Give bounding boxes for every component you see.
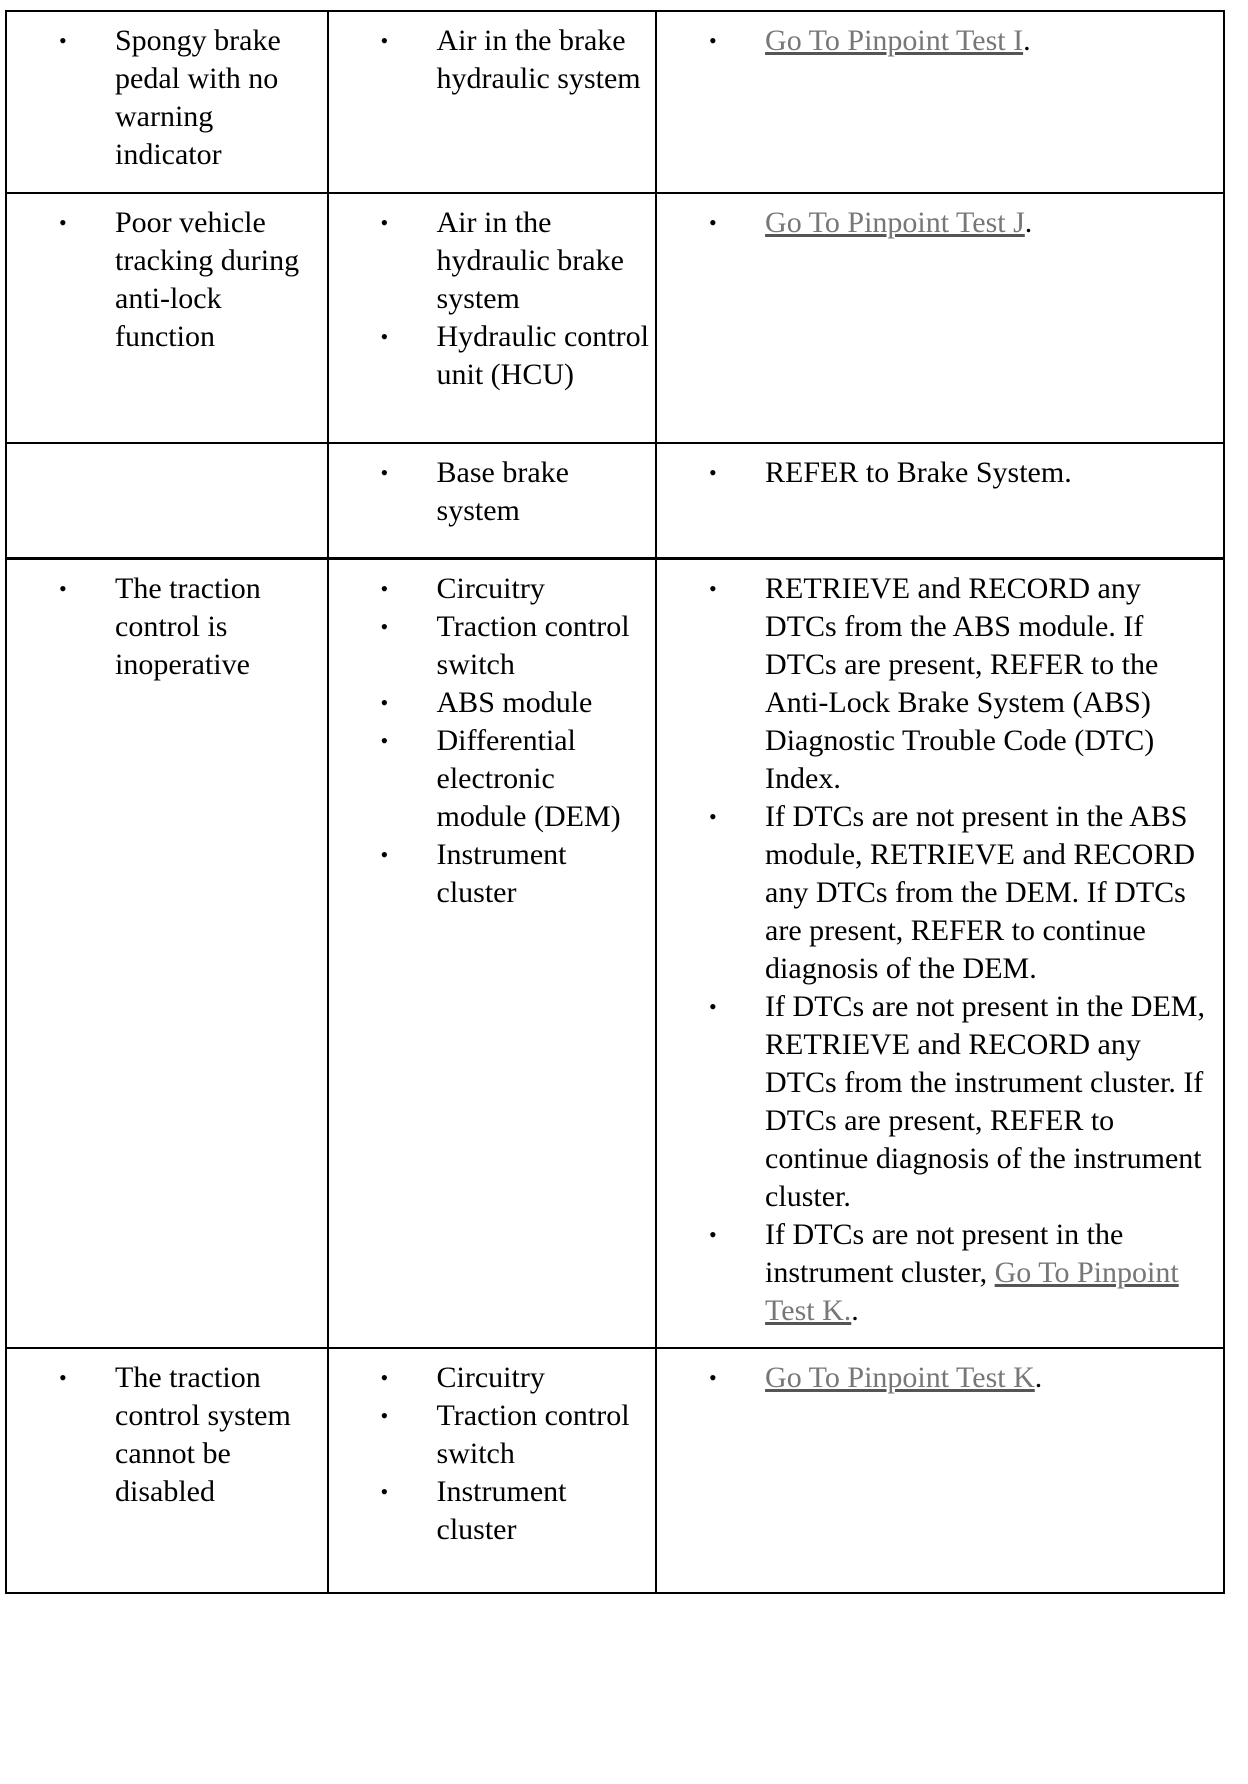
bullet-icon: • xyxy=(709,28,717,53)
list-item: • Instrument cluster xyxy=(380,1475,567,1546)
bullet-icon: • xyxy=(380,28,389,53)
symptom-cell xyxy=(6,11,328,193)
symptom-cell xyxy=(6,1348,328,1593)
diagnostic-table xyxy=(5,10,1225,1594)
cause-cell xyxy=(328,443,657,558)
action-cell xyxy=(656,11,1224,193)
bullet-icon: • xyxy=(380,613,389,639)
action-cell xyxy=(656,1348,1224,1593)
bullet-icon: • xyxy=(380,1403,389,1428)
bullet-icon: • xyxy=(709,575,717,601)
bullet-icon: • xyxy=(380,324,389,349)
table-row xyxy=(6,558,1224,1348)
list-item: • Instrument cluster xyxy=(380,837,567,909)
action-cell xyxy=(656,443,1224,558)
list-item: • Circuitry xyxy=(437,570,652,608)
symptom-cell xyxy=(6,558,328,1348)
bullet-icon: • xyxy=(709,210,717,235)
list-item: • The traction control system cannot be disabled xyxy=(59,1361,291,1508)
list-item: • Go To Pinpoint Test I. xyxy=(765,22,1211,60)
bullet-icon: • xyxy=(380,210,389,235)
action-cell xyxy=(656,558,1224,1348)
list-item: • If DTCs are not present in the DEM, RETRIEVE and RECORD any DTCs from the instrument cluster. If DTCs are present, REFER to continue diagnosis of the instrument cluster. xyxy=(709,989,1205,1213)
list-item: • Spongy brake pedal with no warning indicator xyxy=(59,24,281,171)
bullet-icon: • xyxy=(709,993,717,1019)
table-row xyxy=(6,443,1224,558)
bullet-icon: • xyxy=(709,1221,717,1247)
list-item: • Traction control switch xyxy=(380,1399,630,1470)
bullet-icon: • xyxy=(380,1479,389,1504)
list-item: • ABS module xyxy=(437,684,652,722)
bullet-icon: • xyxy=(59,28,67,53)
list-item: • Differential electronic module (DEM) xyxy=(380,723,621,833)
list-item: • Poor vehicle tracking during anti-lock function xyxy=(59,206,300,353)
table-row xyxy=(6,193,1224,443)
list-item: • Air in the brake hydraulic system xyxy=(380,24,641,95)
pinpoint-test-link[interactable]: Go To Pinpoint Test J xyxy=(765,206,1025,239)
bullet-icon: • xyxy=(59,210,67,235)
table-row xyxy=(6,11,1224,193)
list-item: • REFER to Brake System. xyxy=(765,454,1211,492)
bullet-icon: • xyxy=(59,575,67,601)
action-cell xyxy=(656,193,1224,443)
list-item: • If DTCs are not present in the ABS module, RETRIEVE and RECORD any DTCs from the DEM. If DTCs are present, REFER to continue diagnosis of the DEM. xyxy=(709,799,1196,985)
cause-cell xyxy=(328,11,657,193)
symptom-cell xyxy=(6,443,328,558)
bullet-icon: • xyxy=(380,1365,389,1390)
list-item: • Go To Pinpoint Test J. xyxy=(765,204,1211,242)
list-item: • RETRIEVE and RECORD any DTCs from the ABS module. If DTCs are present, REFER to the Anti-Lock Brake System (ABS) Diagnostic Trouble Code (DTC) Index. xyxy=(709,571,1159,795)
list-item: • Hydraulic control unit (HCU) xyxy=(380,320,649,391)
bullet-icon: • xyxy=(380,460,389,485)
bullet-icon: • xyxy=(709,1365,717,1390)
cause-cell xyxy=(328,1348,657,1593)
list-item: • The traction control is inoperative xyxy=(59,571,261,681)
bullet-icon: • xyxy=(380,841,389,867)
bullet-icon: • xyxy=(380,727,389,753)
cause-cell xyxy=(328,193,657,443)
bullet-icon: • xyxy=(59,1365,67,1390)
list-item: • Air in the hydraulic brake system xyxy=(380,206,624,315)
table-row xyxy=(6,1348,1224,1593)
symptom-cell xyxy=(6,193,328,443)
list-item: • Base brake system xyxy=(380,456,569,527)
bullet-icon: • xyxy=(380,689,389,715)
pinpoint-test-link[interactable]: Go To Pinpoint Test K. xyxy=(765,1255,1179,1327)
pinpoint-test-link[interactable]: Go To Pinpoint Test I xyxy=(765,24,1024,57)
list-item: • Traction control switch xyxy=(380,609,630,681)
bullet-icon: • xyxy=(709,803,717,829)
list-item: • Circuitry xyxy=(437,1359,652,1397)
bullet-icon: • xyxy=(709,460,717,485)
list-item: • Go To Pinpoint Test K. xyxy=(765,1359,1211,1397)
bullet-icon: • xyxy=(380,575,389,601)
pinpoint-test-link[interactable]: Go To Pinpoint Test K xyxy=(765,1361,1035,1394)
cause-cell xyxy=(328,558,657,1348)
list-item: • If DTCs are not present in the instrument cluster, Go To Pinpoint Test K.. xyxy=(709,1217,1179,1327)
